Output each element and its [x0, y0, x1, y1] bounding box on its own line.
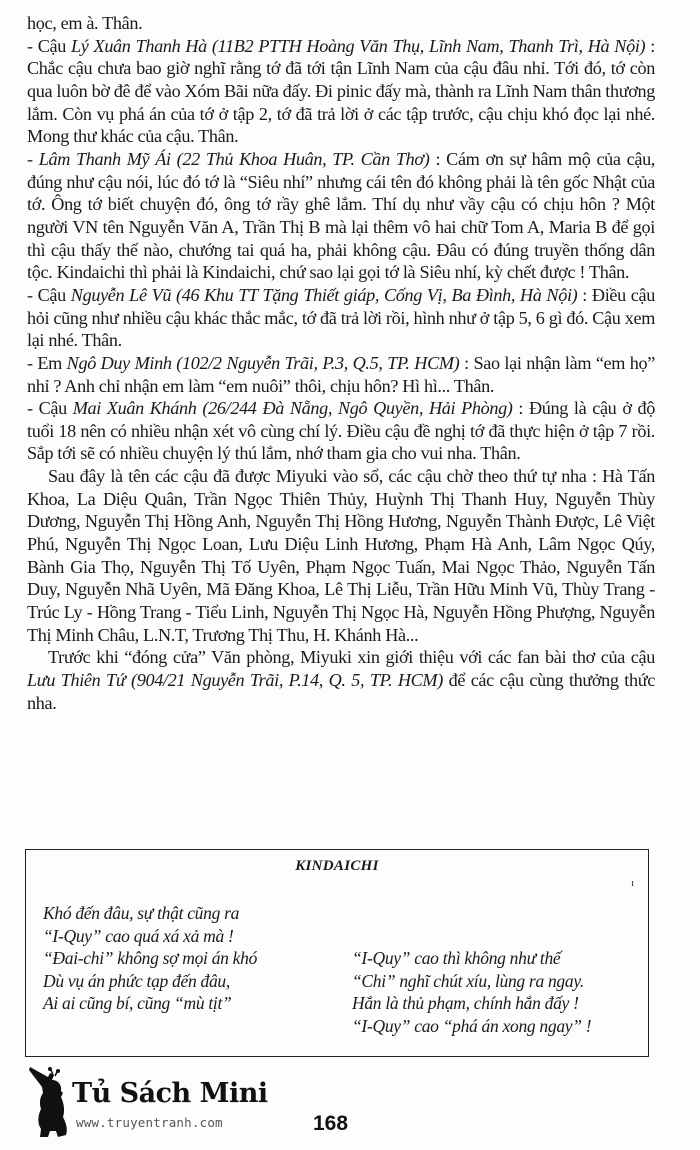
paragraph [27, 284, 655, 352]
paragraph-text: - Cậu [27, 398, 73, 419]
paragraph-text: - Cậu [27, 284, 71, 305]
paragraph [27, 352, 655, 397]
paragraph-text: - Cậu [27, 35, 72, 56]
paragraph-text: - [27, 148, 39, 169]
poem-line: “Chi” nghĩ chút xíu, lùng ra ngay. [352, 970, 584, 991]
poem-column-left [43, 902, 257, 1015]
paragraph [27, 35, 655, 148]
reader-name-address: Lưu Thiên Tứ (904/21 Nguyễn Trãi, P.14, Q. 5, TP. HCM) [27, 670, 443, 691]
paragraph [27, 12, 655, 35]
paragraph-text: : Điều cậu hỏi cũng như nhiều cậu khác thắc mắc, tớ đã trả lời rồi, hình như ở tập 5, 6 gì đó. Cậu xem lại nhé. Thân. [27, 284, 655, 351]
poem-line: “I-Quy” cao thì không như thế [352, 948, 561, 968]
reader-name-address: Ngô Duy Minh (102/2 Nguyễn Trãi, P.3, Q.5, TP. HCM) [66, 352, 460, 373]
paragraph [27, 148, 655, 284]
reader-name-address: Lý Xuân Thanh Hà (11B2 PTTH Hoàng Văn Thụ, Lĩnh Nam, Thanh Trì, Hà Nội) [71, 35, 646, 56]
article-body [27, 12, 655, 714]
print-speck: ı [631, 878, 634, 889]
reader-name-address: Nguyễn Lê Vũ (46 Khu TT Tặng Thiết giáp, Cống Vị, Ba Đình, Hà Nội) [70, 284, 578, 305]
logo-url: www.truyentranh.com [76, 1115, 223, 1130]
poem-box [25, 849, 649, 1057]
poem-line: Khó đến đâu, sự thật cũng ra [43, 903, 240, 923]
poem-line: Hắn là thủ phạm, chính hắn đấy ! [352, 993, 579, 1013]
poem-line: “Đai-chi” không sợ mọi án khó [43, 948, 258, 968]
paragraph-text: Trước khi “đóng cửa” Văn phòng, Miyuki xin giới thiệu với các fan bài thơ của cậu [48, 647, 655, 668]
poem-line: “I-Quy” cao quá xá xả mà ! [43, 925, 234, 946]
page-footer [0, 1060, 700, 1150]
paragraph-text: học, em à. Thân. [27, 13, 143, 33]
paragraph-text: Sau đây là tên các cậu đã được Miyuki vào sổ, các cậu chờ theo thứ tự nha : Hà Tấn Khoa, La Diệu Quân, Trần Ngọc Thiên Thủy, Huỳnh Thị Thanh Huy, Nguyễn Thùy Dương, Nguyễn Thị Hồng Anh, Nguyễn Thị Hồng Hương, Nguyễn Thành Được, Lê Việt Phú, Nguyễn Thị Ngọc Loan, Lưu Diệu Linh Hương, Phạm Hà Anh, Lâm Ngọc Qúy, Bành Gia Thọ, Nguyễn Thị Tố Uyên, Phạm Ngọc Tuấn, Mai Ngọc Thảo, Nguyễn Tấn Duy, Nguyễn Nhã Uyên, Mã Đăng Khoa, Lê Thị Liễu, Trần Hữu Minh Vũ, Thùy Trang - Trúc Ly - Hồng Trang - Tiểu Linh, Nguyễn Thị Ngọc Hà, Nguyễn Hồng Phượng, Nguyễn Thị Minh Châu, L.N.T, Trương Thị Thu, H. Khánh Hà... [27, 466, 655, 645]
reader-name-address: Mai Xuân Khánh (26/244 Đà Nẵng, Ngô Quyền, Hải Phòng) [72, 398, 513, 419]
poem-line: Dù vụ án phức tạp đến đâu, [43, 970, 230, 991]
paragraph [27, 465, 655, 646]
paragraph-text: : Chắc cậu chưa bao giờ nghĩ rằng tớ đã tới tận Lĩnh Nam của cậu đâu nhỉ. Tới đó, tớ còn qua luôn bờ đê để vào Xóm Bãi nữa đấy. Đi pinic đấy mà, thành ra Lĩnh Nam thân thương lắm. Còn vụ phá án của tớ ở tập 2, tớ đã trả lời ở các tập trước, cậu chịu khó đọc lại nhé. Mong thư khác của cậu. Thân. [27, 35, 655, 147]
silhouette-figure-icon [28, 1063, 78, 1141]
page-number: 168 [313, 1112, 349, 1135]
logo-title: Tủ Sách Mini [72, 1078, 268, 1109]
poem-title: KINDAICHI [295, 858, 379, 874]
poem-line: “I-Quy” cao “phá án xong ngay” ! [352, 1015, 592, 1036]
paragraph-text: để các cậu cùng thưởng thức nha. [27, 670, 655, 713]
paragraph-text: - Em [27, 352, 67, 373]
poem-line: Ai ai cũng bí, cũng “mù tịt” [43, 993, 232, 1013]
paragraph [27, 397, 655, 465]
poem-column-right [352, 947, 591, 1037]
paragraph-text: : Đúng là cậu ở độ tuổi 18 nên có nhiều nhận xét vô cùng chí lý. Điều cậu đề nghị tớ đã thực hiện ở tập 7 rồi. Sắp tới sẽ có nhiều chuyện lý thú lắm, nhớ tham gia cho vui nha. Thân. [27, 398, 655, 464]
reader-name-address: Lâm Thanh Mỹ Ái (22 Thủ Khoa Huân, TP. Cần Thơ) [38, 148, 430, 169]
paragraph [27, 646, 655, 714]
paragraph-text: : Cám ơn sự hâm mộ của cậu, đúng như cậu nói, lúc đó tớ là “Siêu nhí” nhưng cái tên đó không phải là tên gốc Nhật của tớ. Ông tớ biết chuyện đó, ông tớ rầy ghê lắm. Thí dụ như vầy cậu có chịu hôn ? Một người VN tên Nguyễn Văn A, Trần Thị B mà lại thêm vô hai chữ Tom A, Maria B để gọi thì cậu thấy thế nào, chướng tai quá ha, phải không cậu. Đâu có đúng truyền thống dân tộc. Kindaichi thì phải là Kindaichi, chứ sao lại gọi tớ là Siêu nhí, kỳ chết được ! Thân. [27, 148, 656, 283]
paragraph-text: : Sao lại nhận làm “em họ” nhỉ ? Anh chỉ nhận em làm “em nuôi” thôi, chịu hôn? Hì hì... Thân. [27, 352, 655, 396]
